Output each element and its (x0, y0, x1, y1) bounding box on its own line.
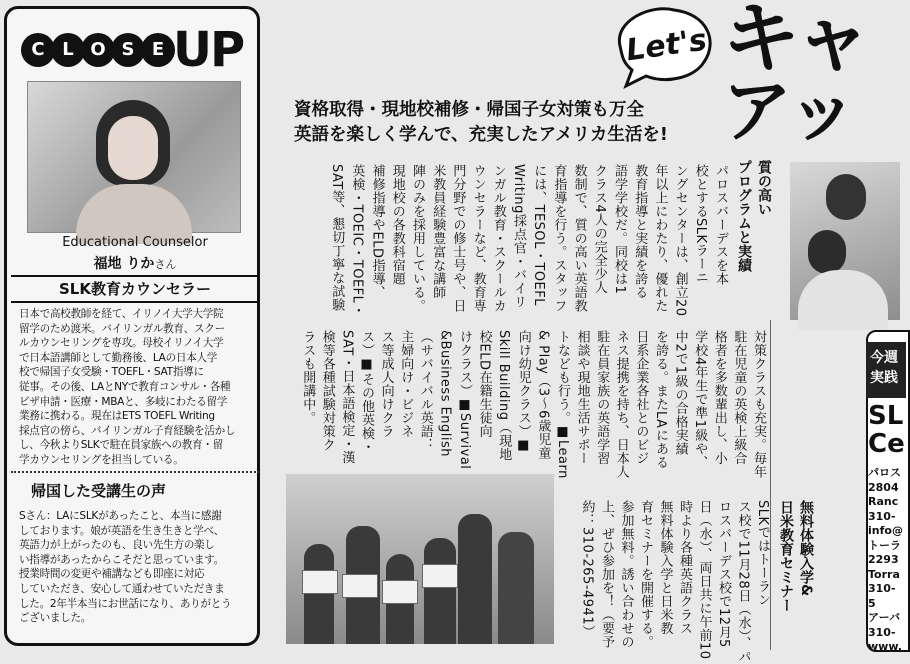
article-column: ンガル教育・スクールカ (490, 164, 506, 313)
bio-line: 従事。その後、LAとNYで教育コンサル・各種 (19, 380, 231, 393)
contact-box-banner (866, 342, 906, 398)
article-column: ス）■その他英検・ (359, 330, 374, 454)
article-column: Skill Building（現地 (496, 330, 512, 461)
article-column: ス等成人向けクラ (378, 330, 394, 438)
seminar-column: 参加無料。誘い合わせの (618, 500, 634, 649)
bio-line: 校で帰国子女受験・TOEFL・SAT指導に (19, 366, 204, 379)
article-headline (294, 98, 724, 148)
article-column: 補修指導やELD指導、 (369, 164, 385, 299)
article-column: 育指導を行う。スタッフ (551, 164, 567, 313)
article-column: パロスバーデスを本 (713, 164, 728, 286)
seminar-column: 無料体験入学と日米教 (657, 500, 673, 635)
article-column: ネス提携を持ち、日本人 (613, 330, 629, 479)
close-up-sidebar (4, 6, 260, 646)
address-line: パロス (868, 466, 901, 479)
article-column: 相談や現地生活サポー (574, 330, 590, 465)
banner-line: 実践 (870, 370, 898, 386)
seminar-column: 育セミナーを開催する。 (638, 500, 653, 649)
headline-line: 資格取得・現地校補修・帰国子女対策も万全 (294, 100, 644, 120)
article-column: 中2で1級の合格実績 (672, 330, 688, 456)
address-line: Torra (868, 567, 900, 581)
name-text: 福地 りか (93, 256, 155, 272)
brand-line-2: Ce (868, 429, 905, 459)
article-column: & Play（3〜6歳児童 (535, 330, 551, 460)
seminar-column: ス校で11月28日（水）、パ (735, 500, 751, 664)
voice-line: ございました。 (19, 612, 92, 625)
article-column: 語学学校だ。同校は1 (612, 164, 627, 295)
article-column: 日系企業各社とのビジ (633, 330, 649, 465)
seminar-column: 日（水）、両日共に午前10 (696, 500, 712, 660)
counselor-name (11, 253, 259, 273)
headline-line: 英語を楽しく学んで、充実したアメリカ生活を! (294, 125, 668, 145)
article-column: SAT等、懇切丁寧な試験 (329, 164, 345, 312)
article-column: 校とするSLKラーニ (692, 164, 708, 285)
seminar-heading-1: 無料体験入学& (798, 500, 814, 597)
subhead-line-1: 質の高い (756, 160, 772, 216)
address-line: 2804 (868, 480, 899, 494)
article-column: クラス4人の完全少人 (591, 164, 607, 295)
article-column: を誇る。またLAにある (653, 330, 668, 469)
student-voice-heading: 帰国した受講生の声 (31, 482, 167, 500)
title-line-2: アッ (722, 70, 858, 152)
voice-line: した。2年半本当にお世話になり、ありがとう (19, 597, 232, 610)
address-lines (868, 466, 903, 655)
students-group-photo (286, 474, 554, 644)
logo-letter: S (111, 33, 145, 67)
article-column: 向け幼児クラス）■ (515, 330, 531, 454)
address-line: 2293 (868, 553, 899, 566)
bio-line: 留学のため渡米。バイリンガル教育、スクー (19, 322, 225, 335)
article-column: ングセンターは、創立20 (672, 164, 688, 317)
voice-line: 授業時間の変更や補講なども即座に対応 (19, 568, 205, 581)
seminar-column: SLKではトーラン (755, 500, 770, 607)
voice-line: しております。娘が英語を生き生きと学べ、 (19, 524, 225, 537)
brand-line-1: SL (868, 401, 904, 431)
bio-line: 業務に携わる。現在はETS TOEFL Writing (19, 410, 215, 423)
article-column: トなども行う。■Learn (555, 330, 570, 479)
title-line-1: キャ (722, 0, 867, 84)
bio-line: し、今秋よりSLKで駐在員家族への教育・留 (19, 439, 223, 452)
article-column: 校ELD在籍生徒向 (476, 330, 492, 438)
address-line: info@ (868, 524, 903, 537)
article-column: SAT・日本語検定・漢 (339, 330, 355, 464)
address-line: トーラ (868, 538, 901, 552)
classroom-photo (790, 162, 900, 320)
address-line: 310- (868, 625, 896, 639)
article-column: 格者を多数輩出し、小 (711, 330, 727, 465)
article-column: 米教員経験豊富な講師 (430, 164, 446, 299)
counselor-photo (27, 81, 241, 233)
article-column: 年以上にわたり、優れた (652, 164, 668, 313)
dotted-divider (11, 471, 259, 473)
article-column: 主婦向け・ビジネ (398, 330, 414, 438)
lets-text: Let's (623, 22, 709, 69)
article-column: 駐在員家族の英語学習 (594, 330, 610, 465)
article-column: 英検・TOEIC・TOEFL・ (349, 164, 365, 317)
article-column: ラスも開講中。 (300, 330, 316, 425)
article-column: 駐在児童の英検上級合 (731, 330, 747, 465)
seminar-column: 約：310-265-4941） (579, 500, 595, 639)
photo-title: Educational Counselor (62, 235, 208, 250)
article-column: 学校4年生で準1級や、 (692, 330, 708, 470)
address-line: www. (868, 640, 902, 653)
article-column: けクラス）■Survival (457, 330, 472, 470)
banner-line: 今週 (870, 350, 898, 366)
seminar-heading-2: 日米教育セミナー (778, 500, 794, 612)
voice-line: い指導があったからこそだと思っています。 (19, 553, 224, 566)
article-column: 教育指導と実績を誇る (632, 164, 648, 299)
article-column: 数制で、質の高い英語教 (571, 164, 587, 313)
article-column: には、TESOL・TOEFL (531, 164, 547, 306)
student-voice (19, 509, 251, 626)
close-up-logo (21, 23, 249, 77)
name-suffix: さん (154, 258, 177, 271)
voice-line: 英語力が上がったのも、良い先生方の楽し (19, 539, 215, 552)
logo-letter: E (141, 33, 175, 67)
logo-up: UP (173, 22, 244, 78)
seminar-column: 上、ぜひ参加を！（要予 (599, 500, 614, 649)
article-column: ウンセラーなど、教育専 (470, 164, 486, 313)
bio-line: ルカウンセリングを専攻。母校イリノイ大学 (19, 337, 224, 350)
bio-line: 日本で高校教師を経て、イリノイ大学大学院 (19, 308, 224, 320)
article-column: 対策クラスも充実。毎年 (751, 330, 766, 479)
logo-letter: C (21, 33, 55, 67)
logo-letter: O (81, 33, 115, 67)
bio-line: 採点官の傍ら、バイリンガル子育経験を活かし (19, 424, 236, 437)
counselor-bio (19, 307, 251, 468)
article-column: Writing採点官・バイリ (511, 164, 526, 309)
bio-line: で日本語講師として勤務後、LAの日本人学 (19, 351, 218, 364)
bio-line: ビザ申請・医療・MBAと、多岐にわたる留学 (19, 395, 228, 408)
address-line: 310-5 (868, 582, 896, 610)
article-column: （サバイバル英語： (417, 330, 433, 452)
article-column: &Business English (437, 330, 453, 458)
seminar-column: ロスバーデス校で12月5 (716, 500, 731, 648)
article-column: 門分野での修士号や、日 (450, 164, 466, 313)
address-line: アーバ (868, 611, 901, 624)
address-line: 310- (868, 509, 896, 523)
bio-line: 学カウンセリングを担当している。 (19, 453, 184, 466)
voice-line: していただき、安心して通わせていただきま (19, 582, 225, 595)
seminar-column: 時より各種英語クラス (677, 500, 692, 635)
subhead-line-2: プログラムと実績 (736, 160, 752, 272)
article-column: 現地校の各教科宿題 (389, 164, 405, 286)
address-line: Ranc (868, 495, 899, 508)
article-column: 陣のみを採用している。 (410, 164, 425, 313)
article-column: 検等各種試験対策ク (319, 330, 335, 452)
logo-letter: L (51, 33, 85, 67)
voice-line: Sさん：LAにSLKがあったこと、本当に感謝 (19, 510, 222, 522)
counselor-heading: SLK教育カウンセラー (11, 275, 259, 303)
